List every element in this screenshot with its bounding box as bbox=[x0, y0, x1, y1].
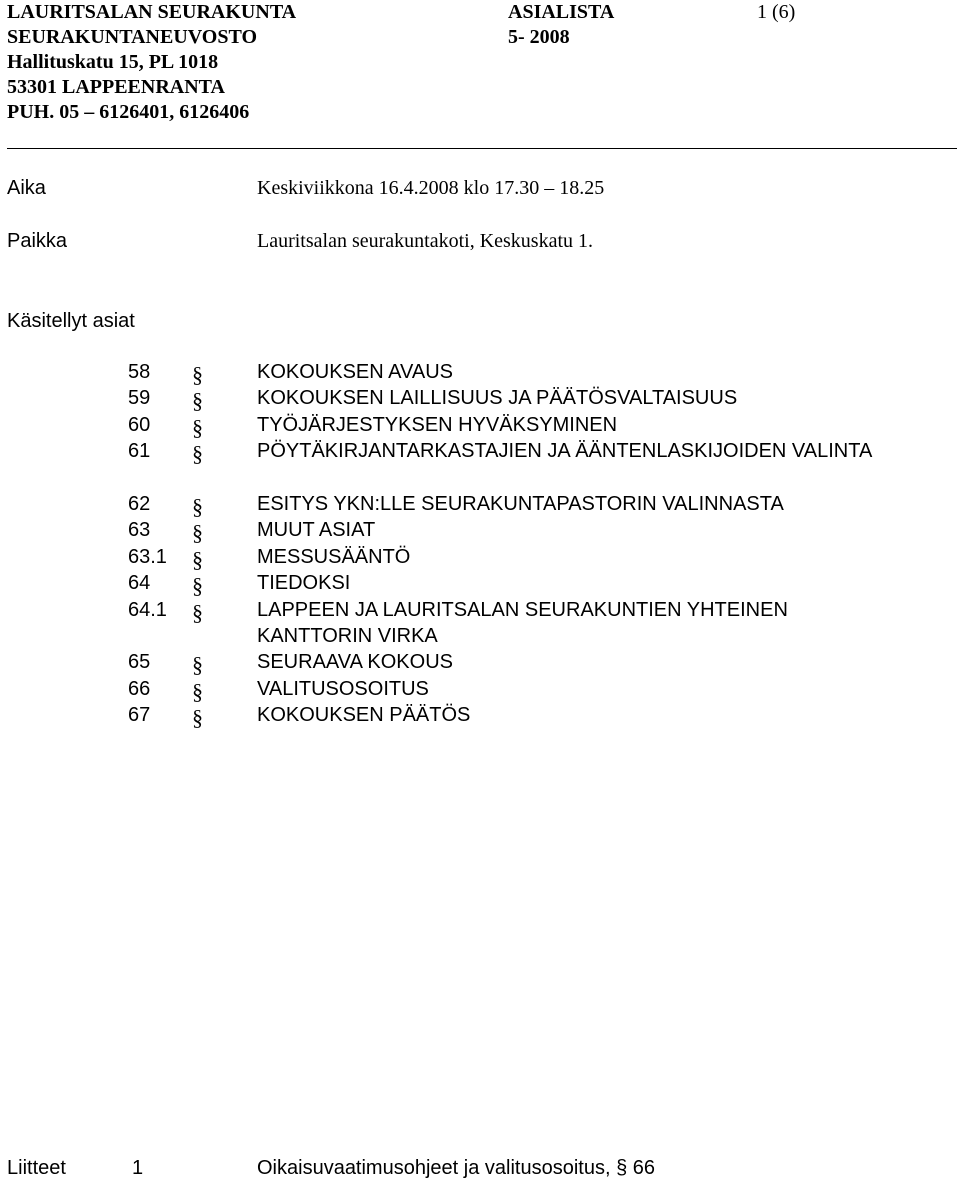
agenda-item bbox=[0, 545, 960, 571]
item-number: 59 bbox=[128, 387, 151, 410]
item-number: 65 bbox=[128, 651, 151, 674]
item-title: MUUT ASIAT bbox=[257, 519, 376, 542]
svg-text:§: § bbox=[192, 442, 203, 467]
section-sign-icon bbox=[190, 574, 206, 598]
letterhead-line: Hallituskatu 15, PL 1018 bbox=[7, 51, 219, 73]
section-sign-icon bbox=[190, 548, 206, 572]
item-number: 67 bbox=[128, 704, 151, 727]
item-number: 61 bbox=[128, 440, 151, 463]
item-title: TIEDOKSI bbox=[257, 572, 351, 595]
item-title: LAPPEEN JA LAURITSALAN SEURAKUNTIEN YHTEINEN KANTTORIN VIRKA bbox=[257, 598, 788, 647]
agenda-item bbox=[0, 439, 960, 492]
document-number: 5- 2008 bbox=[508, 26, 570, 48]
letterhead-line: PUH. 05 – 6126401, 6126406 bbox=[7, 101, 250, 123]
letterhead-line: 53301 LAPPEENRANTA bbox=[7, 76, 225, 98]
section-sign-icon bbox=[190, 416, 206, 440]
agenda-item bbox=[0, 492, 960, 518]
section-sign-icon bbox=[190, 363, 206, 387]
item-title: KOKOUKSEN PÄÄTÖS bbox=[257, 704, 471, 727]
page-number: 1 (6) bbox=[757, 1, 796, 23]
agenda-item bbox=[0, 360, 960, 386]
svg-text:§: § bbox=[192, 363, 203, 387]
item-title: ESITYS YKN:LLE SEURAKUNTAPASTORIN VALINNASTA bbox=[257, 492, 784, 515]
section-sign-icon bbox=[190, 653, 206, 677]
item-title: VALITUSOSOITUS bbox=[257, 677, 429, 700]
item-number: 64.1 bbox=[128, 598, 167, 621]
svg-text:§: § bbox=[192, 653, 203, 678]
svg-text:§: § bbox=[192, 521, 203, 546]
svg-text:§: § bbox=[192, 679, 203, 704]
section-sign-icon bbox=[190, 680, 206, 704]
item-number: 58 bbox=[128, 361, 151, 383]
item-title: PÖYTÄKIRJANTARKASTAJIEN JA ÄÄNTENLASKIJOIDEN VALINTA bbox=[257, 440, 873, 463]
header-divider bbox=[7, 148, 957, 149]
document-type: ASIALISTA bbox=[508, 1, 615, 23]
agenda-item bbox=[0, 598, 960, 651]
item-number: 63 bbox=[128, 519, 151, 542]
section-sign-icon bbox=[190, 521, 206, 545]
place-label: Paikka bbox=[7, 230, 68, 252]
letterhead-line: SEURAKUNTANEUVOSTO bbox=[7, 26, 258, 48]
agenda-item bbox=[0, 571, 960, 597]
agenda-item bbox=[0, 386, 960, 412]
item-number: 63.1 bbox=[128, 545, 167, 568]
time-value: Keskiviikkona 16.4.2008 klo 17.30 – 18.25 bbox=[257, 177, 605, 199]
svg-text:§: § bbox=[192, 547, 203, 572]
letterhead bbox=[7, 0, 296, 125]
item-number: 66 bbox=[128, 677, 151, 700]
section-sign-icon bbox=[190, 389, 206, 413]
section-sign-icon bbox=[190, 706, 206, 730]
agenda-heading: Käsitellyt asiat bbox=[7, 310, 135, 332]
section-sign-icon bbox=[190, 495, 206, 519]
svg-text:§: § bbox=[192, 600, 203, 625]
attachments-text: Oikaisuvaatimusohjeet ja valitusosoitus, § 66 bbox=[257, 1157, 655, 1179]
item-title: TYÖJÄRJESTYKSEN HYVÄKSYMINEN bbox=[257, 413, 618, 436]
item-title: MESSUSÄÄNTÖ bbox=[257, 545, 411, 568]
agenda-item bbox=[0, 650, 960, 676]
svg-text:§: § bbox=[192, 415, 203, 440]
item-title: KOKOUKSEN AVAUS bbox=[257, 361, 453, 383]
item-number: 62 bbox=[128, 492, 151, 515]
item-number: 60 bbox=[128, 413, 151, 436]
section-sign-icon bbox=[190, 601, 206, 625]
attachments-count: 1 bbox=[132, 1157, 144, 1179]
place-value: Lauritsalan seurakuntakoti, Keskuskatu 1. bbox=[257, 230, 594, 252]
agenda-item bbox=[0, 413, 960, 439]
time-label: Aika bbox=[7, 177, 46, 199]
agenda-item bbox=[0, 677, 960, 703]
agenda-item bbox=[0, 518, 960, 544]
agenda-item bbox=[0, 703, 960, 729]
attachments-label: Liitteet bbox=[7, 1157, 66, 1179]
svg-text:§: § bbox=[192, 574, 203, 599]
document-info bbox=[508, 0, 614, 50]
section-sign-icon bbox=[190, 442, 206, 466]
svg-text:§: § bbox=[192, 389, 203, 414]
item-title: KOKOUKSEN LAILLISUUS JA PÄÄTÖSVALTAISUUS bbox=[257, 387, 738, 410]
item-title: SEURAAVA KOKOUS bbox=[257, 651, 453, 674]
item-number: 64 bbox=[128, 572, 151, 595]
letterhead-line: LAURITSALAN SEURAKUNTA bbox=[7, 1, 297, 23]
agenda-list bbox=[0, 360, 960, 730]
svg-text:§: § bbox=[192, 706, 203, 731]
svg-text:§: § bbox=[192, 494, 203, 519]
